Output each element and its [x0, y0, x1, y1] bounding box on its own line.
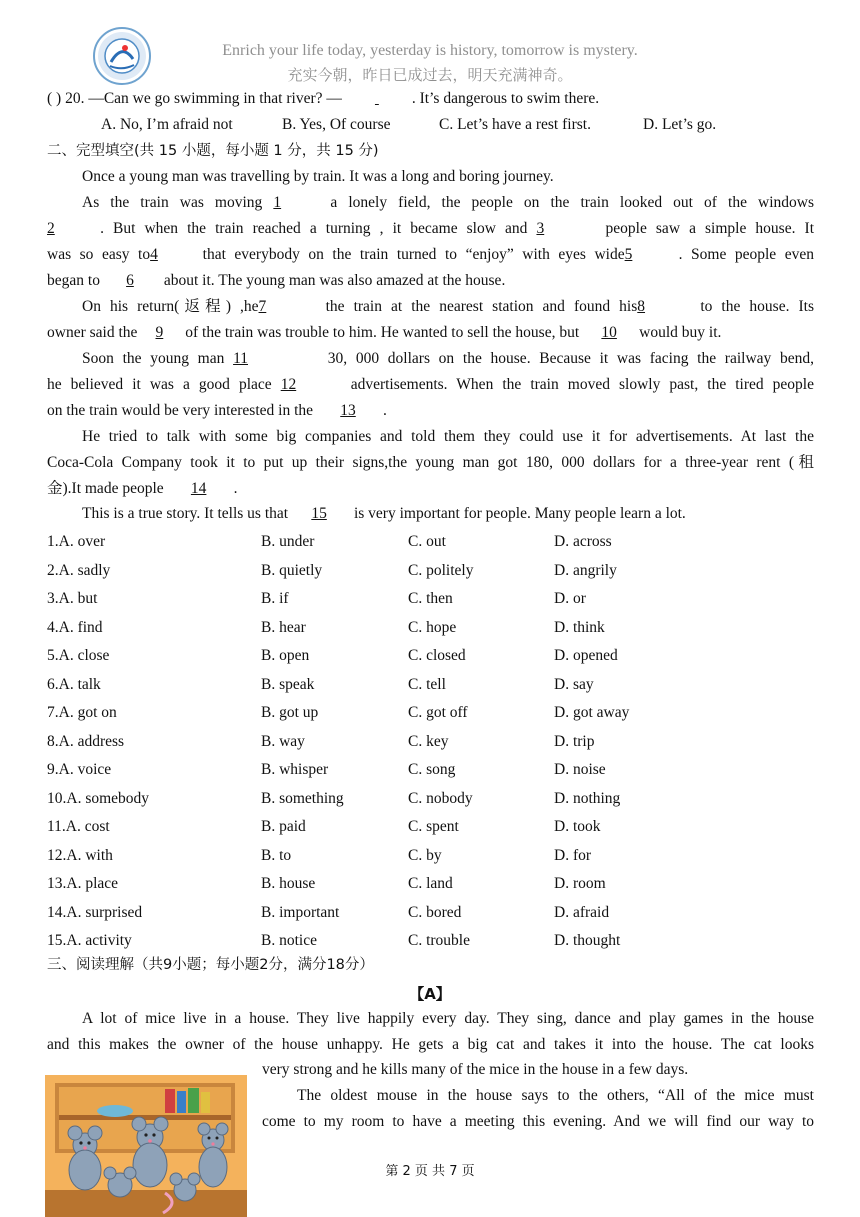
choice-1-c: C. out	[408, 533, 446, 550]
choice-8-b: B. way	[261, 732, 305, 750]
passage-line: 金).It made people 14 .	[47, 480, 238, 497]
choice-2-b: B. quietly	[261, 561, 323, 579]
header-motto-english: Enrich your life today, yesterday is history, tomorrow is mystery.	[222, 42, 638, 59]
choice-10-c: C. nobody	[408, 789, 473, 807]
choice-1-b: B. under	[261, 533, 315, 550]
blank-15: 15	[311, 505, 327, 522]
passage-line: began to 6 about it. The young man was also amazed at the house.	[47, 272, 506, 289]
choice-5-b: B. open	[261, 647, 310, 664]
choice-5-c: C. closed	[408, 647, 466, 664]
q20-option-d: D. Let’s go.	[643, 116, 717, 133]
choice-5-d: D. opened	[554, 647, 618, 664]
blank-12: 12	[280, 376, 297, 393]
choice-3-a: 3.A. but	[47, 590, 98, 607]
blank-1: 1	[273, 194, 282, 211]
passage-line: was so easy to4 that everybody on the train turned to “enjoy” with eyes wide5 . Some people even	[47, 246, 814, 263]
page-footer: 第 2 页 共 7 页	[385, 1164, 475, 1179]
choice-8-c: C. key	[408, 732, 449, 750]
choice-9-c: C. song	[408, 761, 456, 778]
passage-line: he believed it was a good place 12 advertisements. When the train moved slowly past, the tired people	[47, 376, 814, 393]
reading-line: The oldest mouse in the house says to the others, “All of the mice must	[297, 1087, 814, 1104]
choice-12-a: 12.A. with	[47, 846, 113, 864]
blank-3: 3	[536, 220, 545, 237]
blank-8: 8	[637, 298, 646, 315]
choice-1-d: D. across	[554, 533, 612, 550]
choice-9-d: D. noise	[554, 761, 606, 778]
choice-11-a: 11.A. cost	[47, 818, 110, 835]
choice-3-c: C. then	[408, 590, 453, 607]
choice-13-d: D. room	[554, 875, 606, 892]
choice-6-a: 6.A. talk	[47, 675, 101, 693]
header-motto-chinese: 充实今朝，昨日已成过去，明天充满神奇。	[287, 66, 573, 84]
passage-line: This is a true story. It tells us that 15 is very important for people. Many people learn a lot.	[82, 505, 686, 522]
choice-14-d: D. afraid	[554, 903, 610, 921]
blank-13: 13	[340, 402, 356, 419]
question-20-stem: ( ) 20. —Can we go swimming in that river? — . It’s dangerous to swim there.	[47, 90, 600, 107]
choice-6-d: D. say	[554, 675, 594, 693]
choice-14-c: C. bored	[408, 903, 462, 921]
passage-line: On his return(返程) ,he7 the train at the nearest station and found his8 to the house. Its	[82, 298, 815, 315]
choice-15-c: C. trouble	[408, 932, 470, 949]
q20-option-b: B. Yes, Of course	[282, 116, 391, 133]
choice-6-c: C. tell	[408, 675, 446, 693]
passage-line: Coca-Cola Company took it to put up their signs,the young man got 180, 000 dollars for a three-year rent (租	[47, 454, 814, 471]
choice-1-a: 1.A. over	[47, 533, 106, 550]
choice-3-b: B. if	[261, 590, 289, 607]
section-3-title: 三、阅读理解（共9小题；每小题2分，满分18分）	[47, 957, 374, 973]
blank-2: 2	[47, 220, 55, 237]
choice-15-a: 15.A. activity	[47, 932, 132, 949]
passage-paragraph-1: Once a young man was travelling by train. It was a long and boring journey.	[82, 168, 554, 185]
blank-6: 6	[126, 272, 134, 289]
choice-12-c: C. by	[408, 846, 442, 864]
answer-blank	[342, 89, 412, 109]
q20-option-a: A. No, I’m afraid not	[101, 116, 233, 133]
choice-7-a: 7.A. got on	[47, 704, 117, 721]
choice-9-a: 9.A. voice	[47, 761, 112, 778]
passage-line: He tried to talk with some big companies and told them they could use it for advertisements. At last the	[82, 428, 814, 445]
choice-12-d: D. for	[554, 846, 592, 864]
reading-line: very strong and he kills many of the mice in the house in a few days.	[262, 1061, 689, 1078]
choice-15-b: B. notice	[261, 932, 317, 949]
blank-11: 11	[233, 350, 248, 367]
choice-11-b: B. paid	[261, 818, 306, 835]
choice-5-a: 5.A. close	[47, 647, 110, 664]
passage-line: Soon the young man 11 30, 000 dollars on the house. Because it was facing the railway bend,	[82, 350, 814, 367]
reading-line: and this makes the owner of the house unhappy. He gets a big cat and takes it into the house. The cat looks	[47, 1036, 814, 1053]
reading-line: come to my room to have a meeting this evening. And we will find our way to	[262, 1113, 814, 1130]
choice-4-c: C. hope	[408, 618, 457, 636]
choice-7-b: B. got up	[261, 704, 319, 721]
choice-13-b: B. house	[261, 875, 316, 892]
choice-11-c: C. spent	[408, 818, 459, 835]
passage-line: on the train would be very interested in the 13 .	[47, 402, 387, 419]
passage-line: owner said the 9 of the train was trouble to him. He wanted to sell the house, but 10 would buy it.	[47, 324, 722, 341]
choice-10-a: 10.A. somebody	[47, 789, 150, 807]
part-a-heading: 【A】	[409, 985, 451, 1003]
choice-9-b: B. whisper	[261, 761, 329, 778]
choice-11-d: D. took	[554, 818, 601, 835]
blank-10: 10	[601, 324, 617, 341]
choice-15-d: D. thought	[554, 932, 621, 949]
choice-7-c: C. got off	[408, 704, 468, 721]
choice-4-a: 4.A. find	[47, 618, 103, 636]
choice-8-a: 8.A. address	[47, 732, 125, 750]
choice-10-b: B. something	[261, 789, 344, 807]
section-2-title: 二、完型填空(共 15 小题，每小题 1 分，共 15 分)	[47, 143, 379, 159]
reading-line: A lot of mice live in a house. They live happily every day. They sing, dance and play games in the house	[82, 1010, 814, 1027]
choice-12-b: B. to	[261, 846, 292, 864]
mice-illustration	[45, 1075, 247, 1217]
choice-4-d: D. think	[554, 618, 605, 636]
blank-4: 4	[150, 246, 158, 263]
choice-2-a: 2.A. sadly	[47, 561, 111, 579]
blank-9: 9	[155, 324, 164, 341]
passage-line: As the train was moving 1 a lonely field, the people on the train looked out of the windows	[82, 194, 814, 211]
blank-7: 7	[258, 298, 267, 315]
choice-7-d: D. got away	[554, 704, 630, 721]
choice-13-a: 13.A. place	[47, 875, 119, 892]
choice-6-b: B. speak	[261, 675, 315, 693]
choice-13-c: C. land	[408, 875, 453, 892]
blank-5: 5	[624, 246, 633, 263]
choice-2-c: C. politely	[408, 561, 474, 579]
choice-8-d: D. trip	[554, 732, 595, 750]
choice-2-d: D. angrily	[554, 561, 617, 579]
choice-10-d: D. nothing	[554, 789, 621, 807]
choice-14-b: B. important	[261, 903, 340, 921]
choice-3-d: D. or	[554, 590, 586, 607]
blank-14: 14	[190, 480, 207, 497]
q20-option-c: C. Let’s have a rest first.	[439, 116, 591, 133]
choice-4-b: B. hear	[261, 618, 306, 636]
passage-line: 2 . But when the train reached a turning , it became slow and 3 people saw a simple house. It	[47, 220, 814, 237]
choice-14-a: 14.A. surprised	[47, 903, 143, 921]
